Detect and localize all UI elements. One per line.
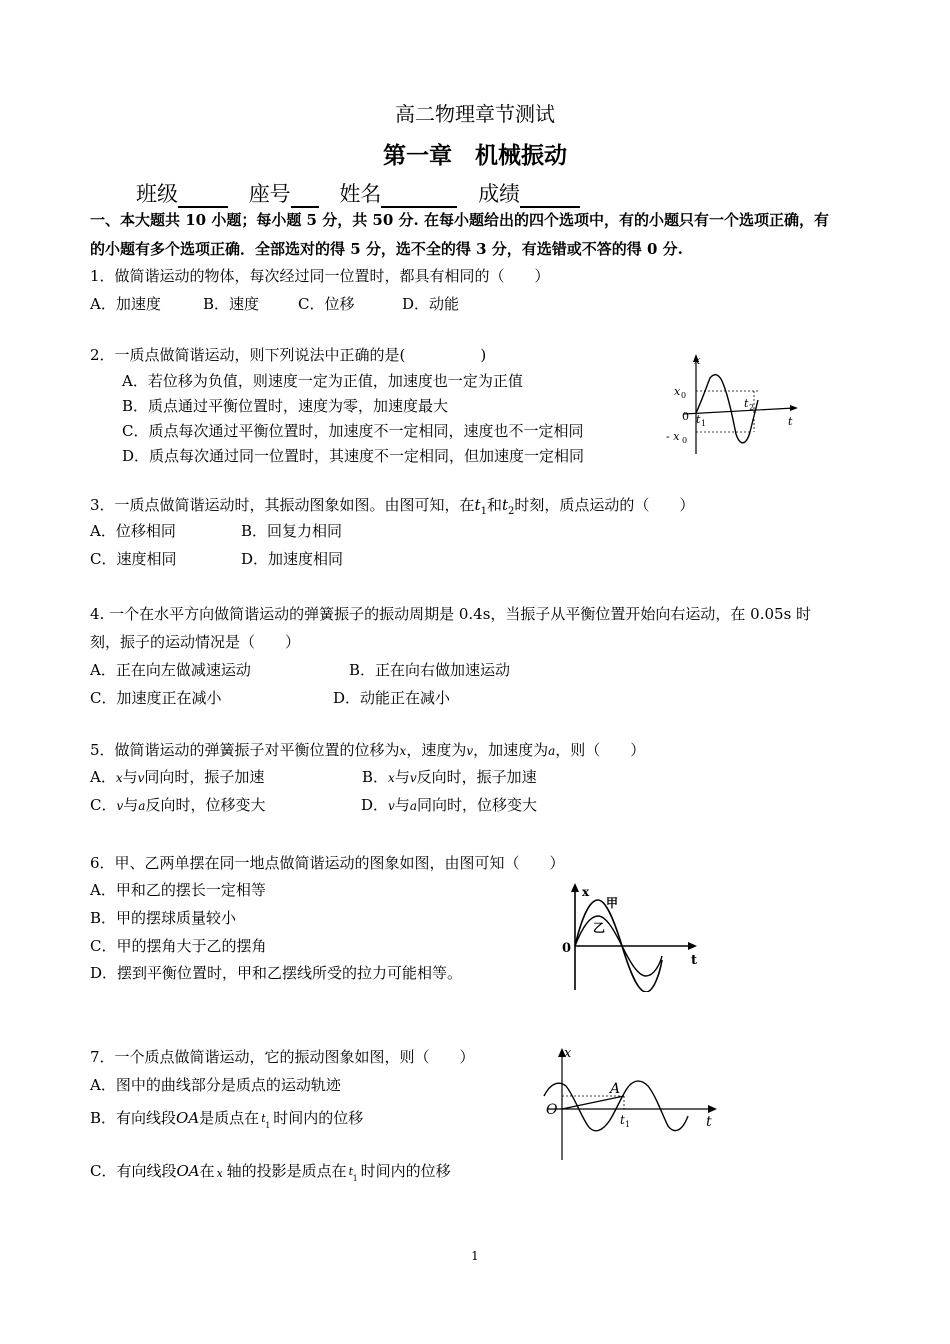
q5-b-pre: B． [362,768,389,786]
q5-c-v: v [116,799,124,813]
q5-a-v: v [137,771,145,785]
q2-option-a: A．若位移为负值，则速度一定为正值，加速度也一定为正值 [122,372,523,390]
t2-label: t [744,397,749,410]
q5-c-post: 反向时，位移变大 [145,796,266,814]
q5-stem-c: ，加速度为 [473,741,549,759]
yi-label: 乙 [593,921,606,935]
axis-x-label: x [582,885,590,899]
vector-oa [562,1096,624,1109]
jia-label: 甲 [606,896,619,910]
student-info-line [136,178,594,208]
t-axis-label: t [706,1114,712,1130]
t2-sub: 2 [749,403,755,412]
t1-sub: 1 [625,1120,631,1129]
q7-c-t1-sub: 1 [352,1174,358,1183]
q7-c-oa: OA [176,1162,200,1180]
q6-pendulum-graph [560,880,710,992]
q5-c-yu: 与 [123,796,139,814]
q2-vibration-graph [662,350,807,460]
q5-stem-b: ，速度为 [406,741,467,759]
origin-label: O [546,1102,558,1118]
q6-option-b: B．甲的摆球质量较小 [90,909,237,927]
t-axis [684,408,794,414]
q7-option-b [90,1103,363,1128]
page-title: 高二物理章节测试 [395,102,555,126]
q5-c-a: a [138,799,146,813]
t-axis-arrow-icon [790,405,798,411]
q7-vibration-graph [540,1040,725,1162]
q2-option-b: B．质点通过平衡位置时，速度为零，加速度最大 [122,397,449,415]
q2-option-d: D．质点每次通过同一位置时，其速度不一定相同，但加速度一定相同 [122,447,585,465]
q4-option-b: B．正在向右做加速运动 [349,661,511,679]
q3-t1: t [474,496,481,514]
q5-var-v: v [466,744,474,758]
q3-stem [90,495,694,522]
q3-option-d: D．加速度相同 [241,550,344,568]
t-axis-arrow-icon [708,1105,717,1113]
q1-stem: 1．做简谐运动的物体，每次经过同一位置时，都具有相同的（ ） [90,267,550,285]
seat-blank[interactable] [291,186,319,208]
q5-a-pre: A． [90,768,116,786]
class-label: 班级 [136,182,178,206]
y-axis-arrow-icon [571,883,579,892]
x0-sub: 0 [681,391,687,400]
q5-d-a: a [409,799,417,813]
instructions-line-1: 一、本大题共 10 小题；每小题 5 分，共 50 分. 在每小题给出的四个选项中，有的小题只有一个选项正确，有 [90,211,829,229]
t1-label: t [620,1113,625,1127]
q3-option-a: A．位移相同 [90,522,176,540]
q7-c-x [215,1156,227,1180]
t1-label: t [696,413,701,426]
q7-c-post: 时间内的位移 [360,1162,451,1180]
q5-stem-a: 5．做简谐运动的弹簧振子对平衡位置的位移为 [90,741,400,759]
q1-option-a: A．加速度 [90,295,161,313]
q5-b-post: 反向时，振子加速 [416,768,537,786]
q6-option-a: A．甲和乙的摆长一定相等 [90,881,266,899]
q3-and: 和 [486,496,502,514]
q3-stem-post: 时刻，质点运动的（ ） [514,496,695,514]
q5-c-pre: C． [90,796,117,814]
x0-label: x [674,385,681,398]
q7-b-post: 时间内的位移 [273,1109,364,1127]
q7-stem: 7．一个质点做简谐运动，它的振动图象如图，则（ ） [90,1048,475,1066]
q3-t2-sub: 2 [508,506,515,517]
chapter-title: 第一章 机械振动 [383,142,567,169]
score-blank[interactable] [520,186,580,208]
q1-option-b: B．速度 [203,295,260,313]
seat-label: 座号 [248,182,291,206]
q5-a-yu: 与 [122,768,138,786]
q3-stem-pre: 3．一质点做简谐运动时，其振动图象如图。由图可知，在 [90,496,475,514]
q5-option-b [362,767,537,788]
origin-label: 0 [562,941,572,956]
q5-a-x: x [115,771,123,785]
axis-x-label: x [694,354,701,367]
page-number: 1 [471,1249,479,1263]
q5-b-yu: 与 [394,768,410,786]
q5-a-post: 同向时，振子加速 [144,768,265,786]
q4-option-d: D．动能正在减小 [333,689,451,707]
q7-c-x-var: x [216,1167,223,1180]
q5-option-a [90,767,264,788]
q5-b-v: v [409,771,417,785]
q5-d-v: v [388,799,395,813]
q7-b-t1 [259,1103,273,1130]
point-a-label: A [610,1081,621,1097]
q5-stem [90,740,645,761]
q5-var-a: a [548,744,556,758]
q3-t2: t [501,496,508,514]
q6-option-c: C．甲的摆角大于乙的摆角 [90,937,267,955]
axis-x-label: x [564,1046,572,1061]
q7-option-c [90,1156,451,1181]
q5-var-x: x [399,744,407,758]
q5-stem-d: ，则（ ） [555,741,646,759]
q6-option-d: D．摆到平衡位置时，甲和乙摆线所受的拉力可能相等。 [90,964,463,982]
q7-c-mid2: 轴的投影是质点在 [226,1162,347,1180]
q5-d-pre: D． [361,796,389,814]
q4-stem-line-1: 4. 一个在水平方向做简谐运动的弹簧振子的振动周期是 0.4s，当振子从平衡位置开始向右运动，在 0.05s 时 [90,605,812,623]
q5-b-x: x [388,771,395,785]
q5-option-d [361,795,537,816]
q5-d-yu: 与 [394,796,410,814]
q5-option-c [90,795,265,816]
t-axis-label: t [788,415,793,428]
q7-option-a: A．图中的曲线部分是质点的运动轨迹 [90,1076,341,1094]
q7-b-mid: 是质点在 [199,1109,260,1127]
q1-option-c: C．位移 [298,295,355,313]
q7-c-t1 [347,1156,361,1183]
q5-d-post: 同向时，位移变大 [416,796,537,814]
q7-b-oa: OA [176,1109,200,1127]
class-blank[interactable] [178,186,228,208]
q2-option-c: C．质点每次通过平衡位置时，加速度不一定相同，速度也不一定相同 [122,422,584,440]
q4-stem-line-2: 刻，振子的运动情况是（ ） [90,633,301,651]
q7-c-mid: 在 [199,1162,215,1180]
name-blank[interactable] [381,186,457,208]
q1-option-d: D．动能 [402,295,460,313]
q3-option-b: B．回复力相同 [241,522,343,540]
q7-c-pre: C．有向线段 [90,1162,177,1180]
name-label: 姓名 [339,182,382,206]
zero-label: 0 [682,410,689,423]
neg-x0-label: - x [666,430,680,443]
q3-option-c: C．速度相同 [90,550,177,568]
score-label: 成绩 [478,182,521,206]
t-axis-label: t [691,953,698,968]
q7-b-t1-t: t [261,1112,266,1125]
q4-option-a: A．正在向左做减速运动 [90,661,251,679]
q3-t1-sub: 1 [480,506,487,517]
q6-stem: 6．甲、乙两单摆在同一地点做简谐运动的图象如图，由图可知（ ） [90,854,565,872]
q2-stem: 2．一质点做简谐运动，则下列说法中正确的是( ) [90,346,487,364]
neg-x0-sub: 0 [682,436,688,445]
q4-option-c: C．加速度正在减小 [90,689,222,707]
t-axis-arrow-icon [688,942,697,950]
q7-b-t1-sub: 1 [265,1121,271,1130]
instructions-line-2: 的小题有多个选项正确．全部选对的得 5 分，选不全的得 3 分，有选错或不答的得 0 分. [90,240,683,258]
q7-c-t1-t: t [348,1165,354,1178]
t1-sub: 1 [701,419,707,428]
q7-b-pre: B．有向线段 [90,1109,177,1127]
